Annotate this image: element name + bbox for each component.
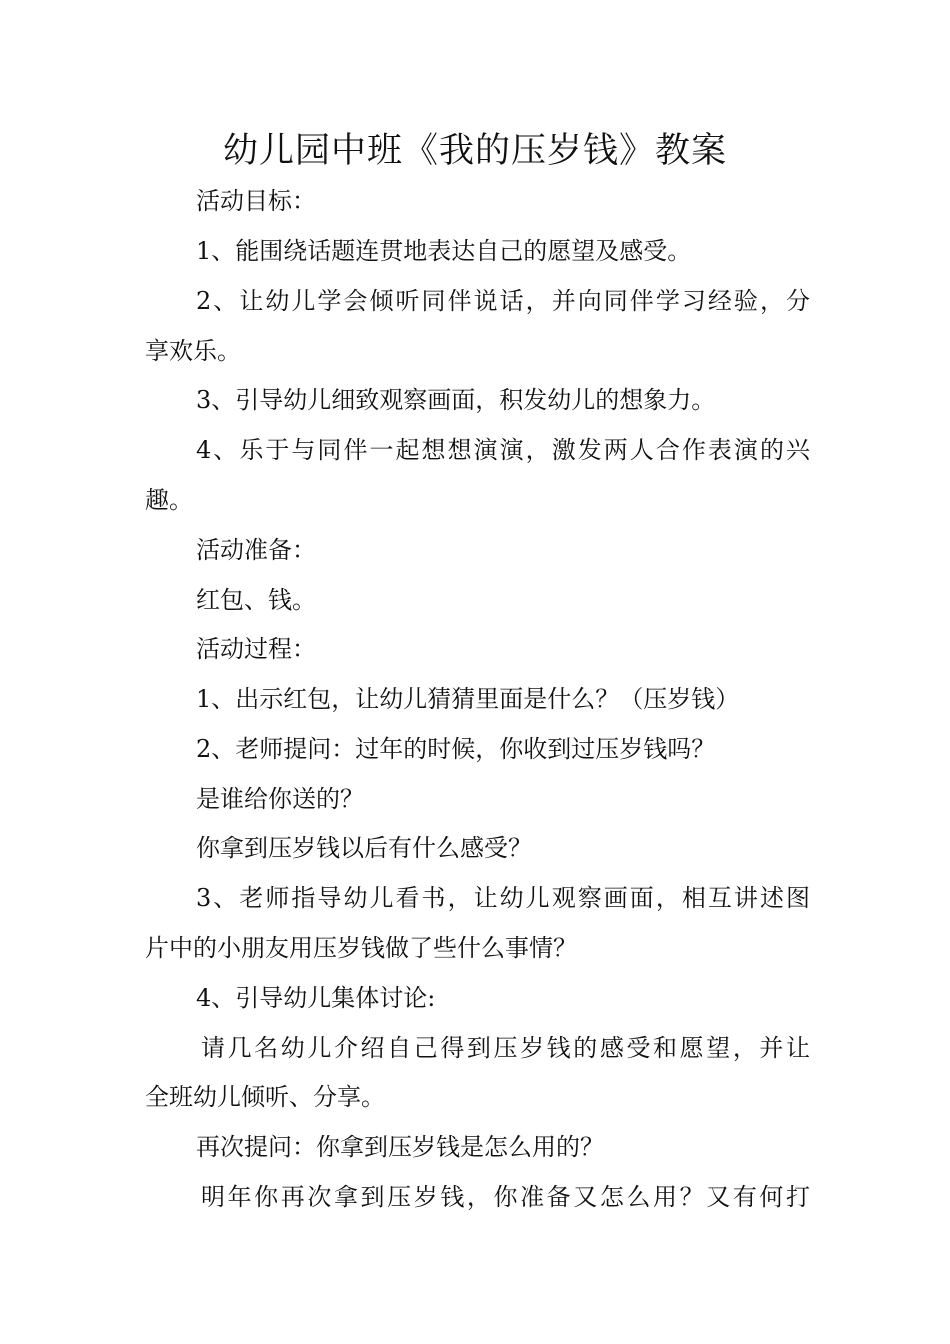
paragraph-line: 4、乐于与同伴一起想想演演，激发两人合作表演的兴 bbox=[196, 436, 810, 464]
paragraph-line: 红包、钱。 bbox=[196, 586, 316, 614]
paragraph-line: 再次提问：你拿到压岁钱是怎么用的？ bbox=[196, 1133, 604, 1161]
paragraph-line: 4、引导幼儿集体讨论: bbox=[196, 984, 436, 1012]
paragraph-line: 片中的小朋友用压岁钱做了些什么事情？ bbox=[145, 934, 577, 962]
paragraph-line: 是谁给你送的？ bbox=[196, 785, 364, 813]
paragraph-line: 趣。 bbox=[145, 486, 193, 514]
paragraph-line: 请几名幼儿介绍自己得到压岁钱的感受和愿望，并让 bbox=[201, 1034, 810, 1062]
paragraph-line: 1、能围绕话题连贯地表达自己的愿望及感受。 bbox=[196, 237, 692, 265]
document-title: 幼儿园中班《我的压岁钱》教案 bbox=[222, 131, 727, 171]
section-heading-goals: 活动目标： bbox=[196, 187, 316, 215]
paragraph-line: 2、老师提问：过年的时候，你收到过压岁钱吗？ bbox=[196, 735, 716, 763]
section-heading-process: 活动过程： bbox=[196, 635, 316, 663]
paragraph-line: 全班幼儿倾听、分享。 bbox=[145, 1083, 385, 1111]
paragraph-line: 3、引导幼儿细致观察画面，积发幼儿的想象力。 bbox=[196, 386, 716, 414]
paragraph-line: 3、老师指导幼儿看书，让幼儿观察画面，相互讲述图 bbox=[196, 884, 810, 912]
paragraph-line: 明年你再次拿到压岁钱，你准备又怎么用？又有何打 bbox=[201, 1183, 810, 1211]
paragraph-line: 你拿到压岁钱以后有什么感受？ bbox=[196, 834, 532, 862]
paragraph-line: 享欢乐。 bbox=[145, 337, 241, 365]
paragraph-line: 1、出示红包，让幼儿猜猜里面是什么？（压岁钱） bbox=[196, 685, 740, 713]
section-heading-preparation: 活动准备： bbox=[196, 536, 316, 564]
paragraph-line: 2、让幼儿学会倾听同伴说话，并向同伴学习经验，分 bbox=[196, 287, 810, 315]
